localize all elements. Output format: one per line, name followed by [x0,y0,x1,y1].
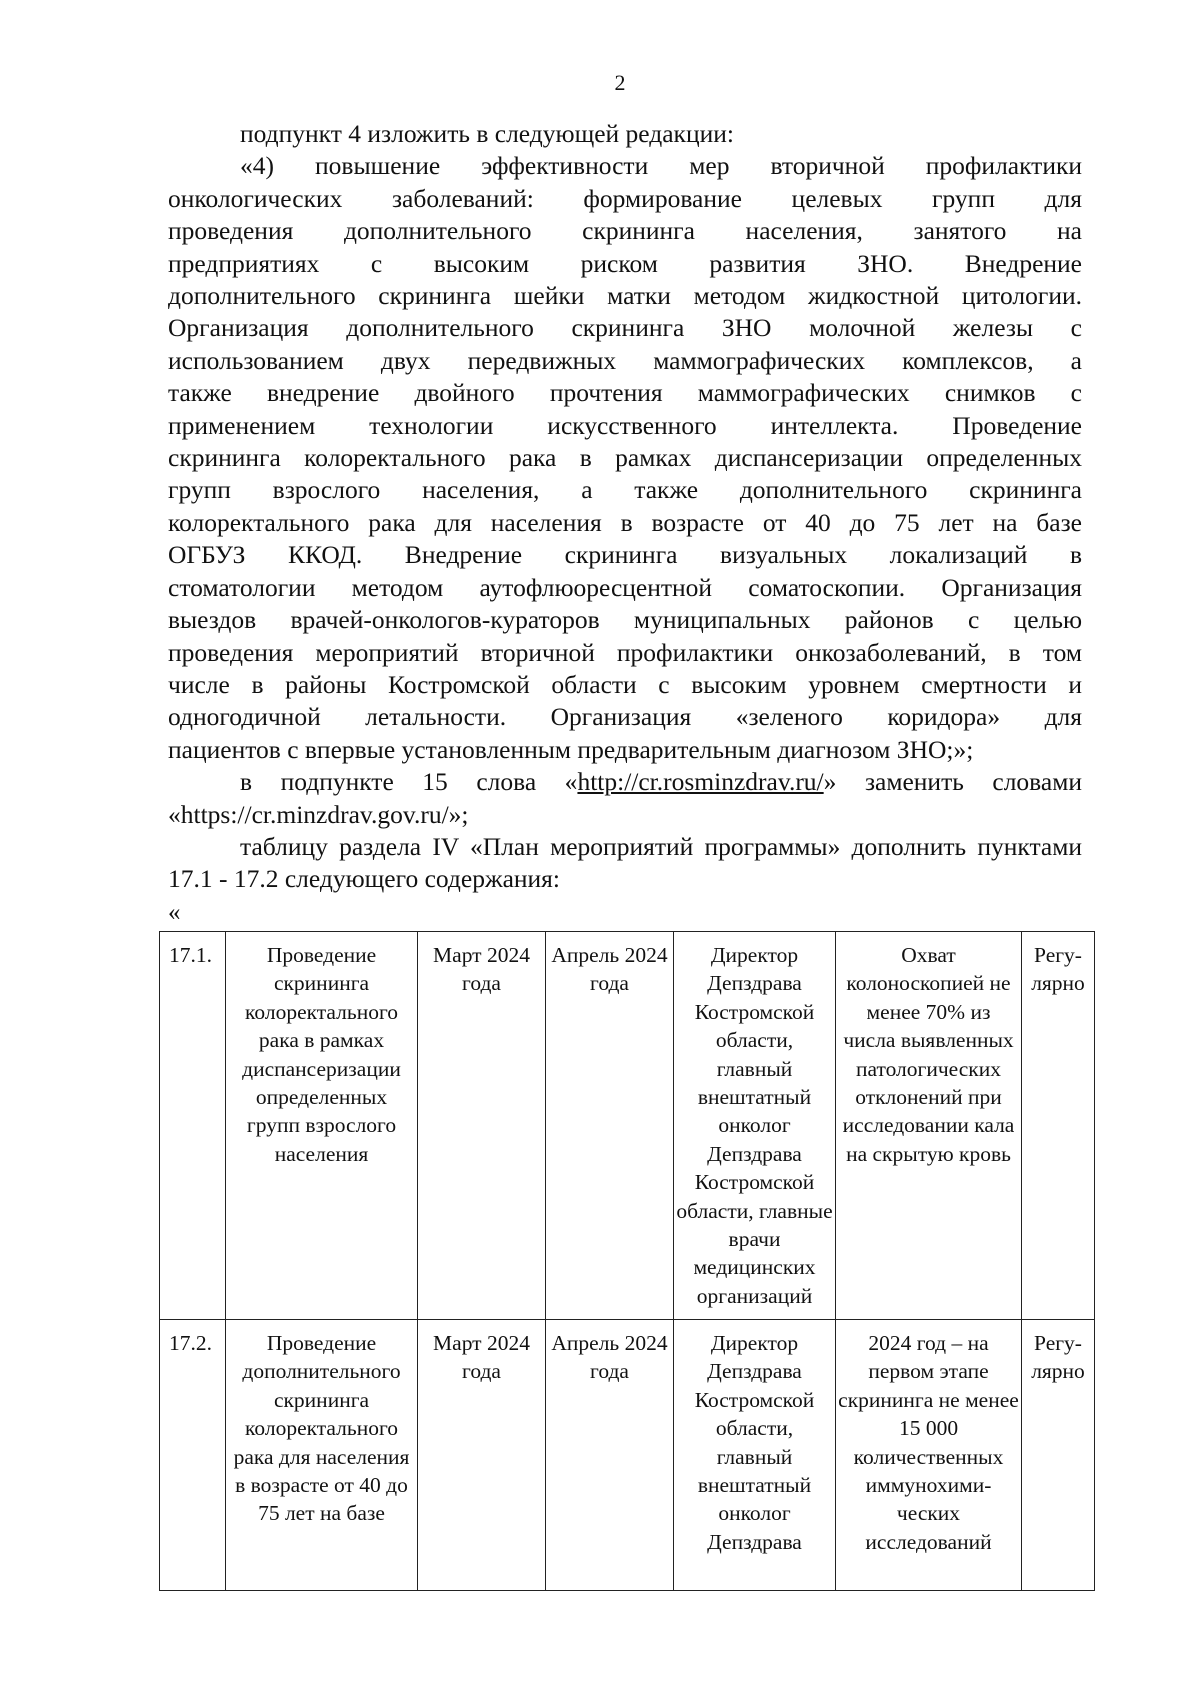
end-date-cell: Апрель 2024 года [546,932,674,1320]
end-date-cell: Апрель 2024 года [546,1320,674,1591]
page-number: 2 [614,70,626,95]
row-number: 17.2. [160,1320,226,1591]
text-line: также внедрение двойного прочтения маммографических снимков с [168,378,1082,408]
text-line: скрининга колоректального рака в рамках диспансеризации определенных [168,443,1082,473]
responsible-cell: Директор Депздрава Костромской области, главный внештатный онколог Депздрава Костромской области, главные врачи медицинских организаций [674,932,836,1320]
text-line: выездов врачей-онкологов-кураторов муниципальных районов с целью [168,605,1082,635]
frequency-cell: Регу-лярно [1022,1320,1095,1591]
text-line: одногодичной летальности. Организация «зеленого коридора» для [168,702,1082,732]
text-line: применением технологии искусственного интеллекта. Проведение [168,410,1082,440]
table-row [160,1320,1095,1591]
old-url-link[interactable]: http://cr.rosminzdrav.ru/ [577,767,824,797]
event-cell: Проведение скрининга колоректального рака в рамках диспансеризации определенных групп взрослого населения [226,932,418,1320]
start-date-cell: Март 2024 года [418,1320,546,1591]
opening-quote: « [168,898,181,926]
text-line: групп взрослого населения, а также дополнительного скрининга [168,475,1082,505]
text-fragment: в подпункте 15 слова « [240,767,578,797]
text-fragment: » заменить словами «https://cr.minzdrav.gov.ru/»; [168,767,1082,829]
text-line: использованием двух передвижных маммографических комплексов, а [168,345,1082,375]
text-line: проведения дополнительного скрининга населения, занятого на [168,216,1082,246]
text-line: числе в районы Костромской области с высоким уровнем смертности и [168,669,1082,699]
paragraph-subitem-4-text [168,150,1082,766]
result-cell: 2024 год – на первом этапе скрининга не менее 15 000 количественных иммунохими-ческих исследований [836,1320,1022,1591]
document-body [168,118,1082,930]
result-cell: Охват колоноскопией не менее 70% из числа выявленных патологических отклонений при исследовании кала на скрытую кровь [836,932,1022,1320]
paragraph-table-addition: таблицу раздела IV «План мероприятий программы» дополнить пунктами 17.1 - 17.2 следующего содержания: [168,831,1082,894]
text-line: проведения мероприятий вторичной профилактики онкозаболеваний, в том [168,637,1082,667]
paragraph-amend-subitem-4: подпункт 4 изложить в следующей редакции: [240,119,734,148]
plan-table [159,931,1095,1591]
text-line: «4) повышение эффективности мер вторичной профилактики [240,151,1082,181]
table-row [160,932,1095,1320]
text-line: онкологических заболеваний: формирование целевых групп для [168,183,1082,213]
row-number: 17.1. [160,932,226,1320]
paragraph-subitem-15 [168,766,1082,831]
event-cell: Проведение дополнительного скрининга колоректального рака для населения в возрасте от 40 до 75 лет на базе [226,1320,418,1591]
frequency-cell: Регу-лярно [1022,932,1095,1320]
responsible-cell: Директор Депздрава Костромской области, главный внештатный онколог Депздрава [674,1320,836,1591]
start-date-cell: Март 2024 года [418,932,546,1320]
text-line: пациентов с впервые установленным предварительным диагнозом ЗНО;»; [168,734,974,764]
text-line: ОГБУЗ ККОД. Внедрение скрининга визуальных локализаций в [168,540,1082,570]
text-line: предприятиях с высоким риском развития ЗНО. Внедрение [168,248,1082,278]
text-line: Организация дополнительного скрининга ЗНО молочной железы с [168,313,1082,343]
text-line: дополнительного скрининга шейки матки методом жидкостной цитологии. [168,281,1082,311]
text-line: стоматологии методом аутофлюоресцентной соматоскопии. Организация [168,572,1082,602]
text-line: колоректального рака для населения в возрасте от 40 до 75 лет на базе [168,507,1082,537]
